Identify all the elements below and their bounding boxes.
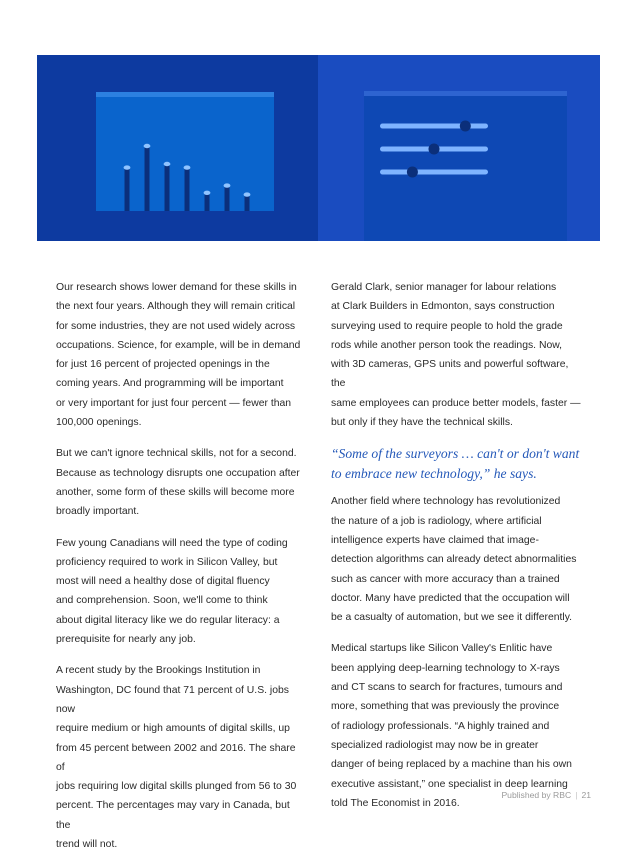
slider-track: [380, 124, 488, 129]
slider-knob: [429, 144, 440, 155]
bar-mark: [225, 186, 230, 211]
paragraph: A recent study by the Brookings Institution in Washington, DC found that 71 percent of U.S. jobs now require medium or high amounts of digital skills, up from 45 percent between 2002 and 2016. The share of jobs requiring low digital skills plunged from 56 to 30 percent. The percentages may vary in Canada, but the trend will not.: [56, 665, 297, 851]
page-footer: [501, 790, 591, 800]
slider-knob: [460, 121, 471, 132]
settings-screen: [364, 91, 567, 241]
paragraph: Our research shows lower demand for these skills in the next four years. Although they will remain critical for some industries, they are not used widely across occupations. Science, for example, will be in demand for just 16 percent of projected openings in the coming years. And programming will be important or very important for just four percent — fewer than 100,000 openings.: [56, 282, 301, 429]
publisher-credit: Published by RBC: [501, 790, 572, 800]
footer-separator: |: [575, 790, 578, 800]
bar-mark: [125, 168, 130, 211]
bar-chart-icon: [96, 92, 274, 211]
paragraph: But we can't ignore technical skills, not for a second. Because as technology disrupts one occupation after another, some form of these skills will become more broadly important.: [56, 448, 300, 518]
hero-illustration: [37, 55, 600, 241]
slider-track: [380, 170, 488, 175]
paragraph: Gerald Clark, senior manager for labour relations at Clark Builders in Edmonton, says construction surveying used to require people to hold the grade rods while another person took the readings. Now, with 3D cameras, GPS units and powerful software, the same employees can produce better models, faster — but only if they have the technical skills.: [331, 282, 581, 429]
chart-screen: [96, 92, 274, 211]
bar-mark: [185, 168, 190, 211]
paragraph: Another field where technology has revolutionized the nature of a job is radiology, where artificial intelligence experts have claimed that image- detection algorithms can already detect abnormalities such as cancer with more accuracy than a trained doctor. Many have predicted that the occupation will be a casualty of automation, but we see it differently.: [331, 496, 577, 624]
bar-mark: [145, 146, 150, 211]
bar-mark: [205, 193, 210, 211]
slider-knob: [407, 167, 418, 178]
bar-mark: [245, 195, 250, 211]
paragraph: Few young Canadians will need the type of coding proficiency required to work in Silicon Valley, but most will need a healthy dose of digital fluency and comprehension. Soon, we'll come to think about digital literacy like we do regular literacy: a prerequisite for nearly any job.: [56, 537, 288, 646]
right-column: [331, 278, 585, 825]
pull-quote: “Some of the surveyors … can't or don't want to embrace new technology,” he says.: [331, 446, 580, 481]
bar-cap: [184, 165, 191, 169]
sliders-icon: [364, 91, 567, 241]
settings-panel: [318, 55, 600, 241]
bar-cap: [124, 165, 131, 169]
bar-cap: [164, 162, 171, 166]
bar-cap: [144, 144, 151, 148]
paragraph: Medical startups like Silicon Valley's Enlitic have been applying deep-learning technology to X-rays and CT scans to search for fractures, tumours and more, something that was previously the province of radiology professionals. “A highly trained and specialized radiologist may now be in greater danger of being replaced by a machine than his own executive assistant,” one specialist in deep learning told The Economist in 2016.: [331, 643, 572, 809]
page-number: 21: [581, 790, 591, 800]
bar-cap: [204, 191, 211, 195]
bar-cap: [224, 183, 231, 187]
bar-cap: [244, 192, 251, 196]
left-column: [56, 278, 306, 866]
chart-panel: [37, 55, 318, 241]
bar-mark: [165, 164, 170, 211]
